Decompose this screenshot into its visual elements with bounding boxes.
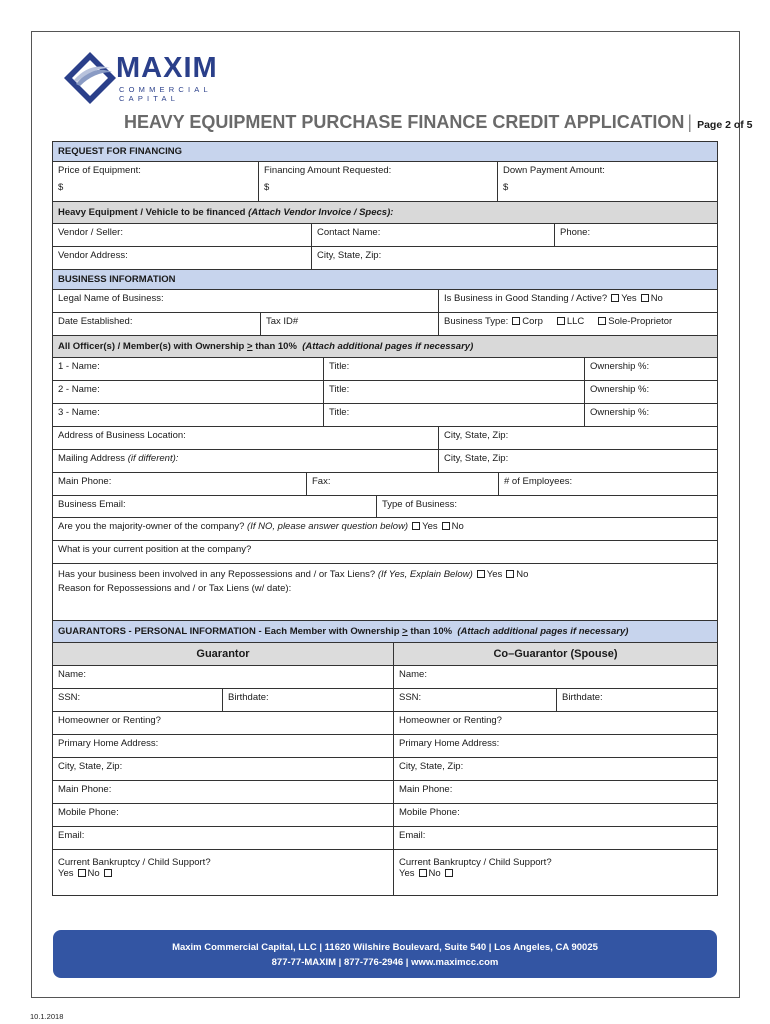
co-guarantor-address-field[interactable]: Primary Home Address: [393, 735, 717, 757]
good-standing-no-checkbox[interactable] [641, 294, 649, 302]
majority-yes-checkbox[interactable] [412, 522, 420, 530]
officer-name-field[interactable]: 2 - Name: [58, 384, 100, 395]
business-type-label: Business Type: [444, 316, 509, 327]
no-label: No [451, 521, 464, 532]
officers-header [53, 336, 717, 357]
repossession-row [53, 563, 717, 620]
contact-field[interactable]: Contact Name: [311, 224, 554, 246]
maxim-logo-icon [62, 50, 118, 106]
bankruptcy-options [399, 868, 712, 879]
section-title: REQUEST FOR FINANCING [53, 142, 717, 161]
co-guarantor-bankruptcy-field [393, 850, 717, 895]
equipment-header-row [53, 201, 717, 223]
corp-checkbox[interactable] [512, 317, 520, 325]
footer-banner [53, 930, 717, 978]
vendor-city-field[interactable]: City, State, Zip: [311, 247, 717, 269]
amount-field[interactable] [258, 162, 497, 201]
llc-label: LLC [566, 316, 585, 327]
mailing-address-row [53, 449, 717, 472]
guarantor-ssn-row [53, 688, 717, 711]
mailing-city-field[interactable]: City, State, Zip: [438, 450, 717, 472]
officer-title-field[interactable]: Title: [323, 404, 584, 426]
co-guarantor-ssn-field[interactable]: SSN: [393, 689, 556, 711]
officer-ownership-field[interactable]: Ownership %: [584, 404, 717, 426]
good-standing-field [438, 290, 717, 312]
mailing-label: Mailing Address [58, 453, 126, 464]
yes-label: Yes [621, 293, 637, 304]
guarantor-birthdate-field[interactable]: Birthdate: [222, 689, 393, 711]
repossession-question-line [58, 569, 712, 580]
position-row [53, 540, 717, 563]
officer-title-field[interactable]: Title: [323, 358, 584, 380]
bankruptcy-question: Current Bankruptcy / Child Support? [58, 857, 211, 868]
guarantor-name-field[interactable]: Name: [58, 669, 86, 680]
no-label: No [428, 868, 441, 879]
business-address-field[interactable]: Address of Business Location: [58, 430, 186, 441]
majority-owner-row [53, 517, 717, 540]
main-phone-field[interactable]: Main Phone: [58, 476, 112, 487]
date-established-field[interactable]: Date Established: [58, 316, 133, 327]
co-guarantor-email-field[interactable]: Email: [393, 827, 717, 849]
business-address-row [53, 426, 717, 449]
dollar-sign: $ [58, 182, 64, 193]
sole-checkbox[interactable] [598, 317, 606, 325]
officers-title: All Officer(s) / Member(s) with Ownership [58, 341, 245, 352]
co-guarantor-city-field[interactable]: City, State, Zip: [393, 758, 717, 780]
dollar-sign: $ [264, 182, 270, 193]
position-field[interactable]: What is your current position at the company? [58, 544, 252, 555]
guarantor-mobile-row [53, 803, 717, 826]
guarantor-columns-row [53, 642, 717, 665]
guarantor-bankruptcy-field [53, 850, 393, 895]
corp-label: Corp [522, 316, 543, 327]
section-business-header [53, 269, 717, 289]
yes-label: Yes [422, 521, 438, 532]
field-label: Financing Amount Requested: [264, 165, 392, 176]
sole-label: Sole-Proprietor [608, 316, 673, 327]
guarantor-homeowner-row [53, 711, 717, 734]
co-guarantor-bankruptcy-no-checkbox[interactable] [445, 869, 453, 877]
no-label: No [87, 868, 100, 879]
no-label: No [650, 293, 663, 304]
field-label: Price of Equipment: [58, 165, 141, 176]
guarantor-address-field[interactable]: Primary Home Address: [58, 738, 159, 749]
bankruptcy-question: Current Bankruptcy / Child Support? [399, 857, 552, 868]
guarantor-email-row [53, 826, 717, 849]
bankruptcy-options [58, 868, 388, 879]
guarantor-city-row [53, 757, 717, 780]
guarantor-name-row [53, 665, 717, 688]
yes-label: Yes [58, 868, 74, 879]
business-city-field[interactable]: City, State, Zip: [438, 427, 717, 449]
equipment-title: Heavy Equipment / Vehicle to be financed [58, 207, 246, 218]
officer-name-field[interactable]: 1 - Name: [58, 361, 100, 372]
repossession-field [53, 564, 717, 620]
yes-label: Yes [399, 868, 415, 879]
vendor-field[interactable]: Vendor / Seller: [58, 227, 123, 238]
guarantor-bankruptcy-row [53, 849, 717, 895]
officer-row [53, 357, 717, 380]
guarantors-threshold: than 10% [410, 626, 453, 637]
footer-contact[interactable]: 877-77-MAXIM | 877-776-2946 | www.maximcc.com [271, 957, 499, 968]
repossession-question: Has your business been involved in any Repossessions and / or Tax Liens? [58, 569, 376, 580]
vendor-phone-field[interactable]: Phone: [554, 224, 717, 246]
footer-address: Maxim Commercial Capital, LLC | 11620 Wilshire Boulevard, Suite 540 | Los Angeles, CA 90025 [172, 942, 598, 953]
officer-row [53, 380, 717, 403]
co-guarantor-name-field[interactable]: Name: [393, 666, 717, 688]
dollar-sign: $ [503, 182, 509, 193]
guarantors-title: GUARANTORS - PERSONAL INFORMATION - Each Member with Ownership [58, 626, 400, 637]
llc-checkbox[interactable] [557, 317, 565, 325]
officers-threshold: than 10% [255, 341, 297, 352]
tax-id-field[interactable]: Tax ID# [260, 313, 438, 335]
repossession-yes-checkbox[interactable] [477, 570, 485, 578]
repossession-reason[interactable]: Reason for Repossessions and / or Tax Liens (w/ date): [58, 583, 292, 594]
fax-field[interactable]: Fax: [306, 473, 498, 495]
officer-title-field[interactable]: Title: [323, 381, 584, 403]
officers-note: (Attach additional pages if necessary) [302, 341, 474, 352]
date-established-row [53, 312, 717, 335]
contact-row [53, 472, 717, 495]
title-separator: | [687, 112, 693, 132]
officer-name-field[interactable]: 3 - Name: [58, 407, 100, 418]
guarantor-main-phone-field[interactable]: Main Phone: [58, 784, 112, 795]
business-type-field [438, 313, 717, 335]
equipment-note: (Attach Vendor Invoice / Specs): [248, 207, 394, 218]
page-number: Page 2 of 5 [697, 119, 753, 131]
co-guarantor-mobile-field[interactable]: Mobile Phone: [393, 804, 717, 826]
good-standing-yes-checkbox[interactable] [611, 294, 619, 302]
guarantor-city-field[interactable]: City, State, Zip: [58, 761, 123, 772]
guarantor-mobile-field[interactable]: Mobile Phone: [58, 807, 119, 818]
yes-label: Yes [486, 569, 503, 580]
business-email-field[interactable]: Business Email: [58, 499, 126, 510]
repossession-note: (If Yes, Explain Below) [377, 569, 473, 580]
officers-header-row [53, 335, 717, 357]
majority-note: (If NO, please answer question below) [247, 521, 409, 532]
employees-field[interactable]: # of Employees: [498, 473, 717, 495]
vendor-row [53, 223, 717, 246]
majority-no-checkbox[interactable] [442, 522, 450, 530]
gte-sign: > [246, 341, 253, 352]
co-guarantor-birthdate-field[interactable]: Birthdate: [556, 689, 717, 711]
guarantor-email-field[interactable]: Email: [58, 830, 85, 841]
guarantor-main-phone-row [53, 780, 717, 803]
application-form [52, 141, 718, 896]
guarantors-note: (Attach additional pages if necessary) [457, 626, 629, 637]
officer-row [53, 403, 717, 426]
no-label: No [516, 569, 529, 580]
mailing-note: (if different): [127, 453, 179, 464]
mailing-address-field[interactable] [53, 450, 438, 472]
guarantor-homeowner-field[interactable]: Homeowner or Renting? [58, 715, 161, 726]
gte-sign: > [402, 626, 408, 637]
guarantors-header [53, 621, 717, 642]
good-standing-label: Is Business in Good Standing / Active? [444, 293, 608, 304]
guarantor-ssn-field[interactable]: SSN: [58, 692, 81, 703]
co-guarantor-column-title: Co–Guarantor (Spouse) [393, 643, 717, 665]
co-guarantor-bankruptcy-yes-checkbox[interactable] [419, 869, 427, 877]
version-date: 10.1.2018 [30, 1012, 64, 1021]
majority-owner-field [53, 518, 717, 540]
guarantor-address-row [53, 734, 717, 757]
document-title [124, 112, 753, 133]
email-row [53, 495, 717, 517]
title-text: HEAVY EQUIPMENT PURCHASE FINANCE CREDIT APPLICATION [124, 112, 685, 132]
legal-name-field[interactable]: Legal Name of Business: [58, 293, 164, 304]
co-guarantor-main-phone-field[interactable]: Main Phone: [393, 781, 717, 803]
section-title: BUSINESS INFORMATION [53, 270, 717, 289]
equipment-header [53, 202, 717, 223]
repossession-no-checkbox[interactable] [506, 570, 514, 578]
brand-name: MAXIM [116, 52, 218, 84]
guarantor-bankruptcy-yes-checkbox[interactable] [78, 869, 86, 877]
field-label: Down Payment Amount: [503, 165, 605, 176]
section-request-header [53, 141, 717, 161]
business-type-of-field[interactable]: Type of Business: [376, 496, 717, 517]
maxim-logo [62, 50, 262, 110]
officer-ownership-field[interactable]: Ownership %: [584, 358, 717, 380]
vendor-address-field[interactable]: Vendor Address: [58, 250, 128, 261]
financing-row [53, 161, 717, 201]
legal-name-row [53, 289, 717, 312]
down-payment-field[interactable] [497, 162, 717, 201]
vendor-address-row [53, 246, 717, 269]
majority-question: Are you the majority-owner of the company? [58, 521, 245, 532]
co-guarantor-homeowner-field[interactable]: Homeowner or Renting? [393, 712, 717, 734]
brand-tagline: COMMERCIAL CAPITAL [119, 85, 212, 103]
guarantor-bankruptcy-no-checkbox[interactable] [104, 869, 112, 877]
guarantors-header-row [53, 620, 717, 642]
officer-ownership-field[interactable]: Ownership %: [584, 381, 717, 403]
price-field[interactable] [53, 162, 258, 201]
guarantor-column-title: Guarantor [53, 643, 393, 665]
